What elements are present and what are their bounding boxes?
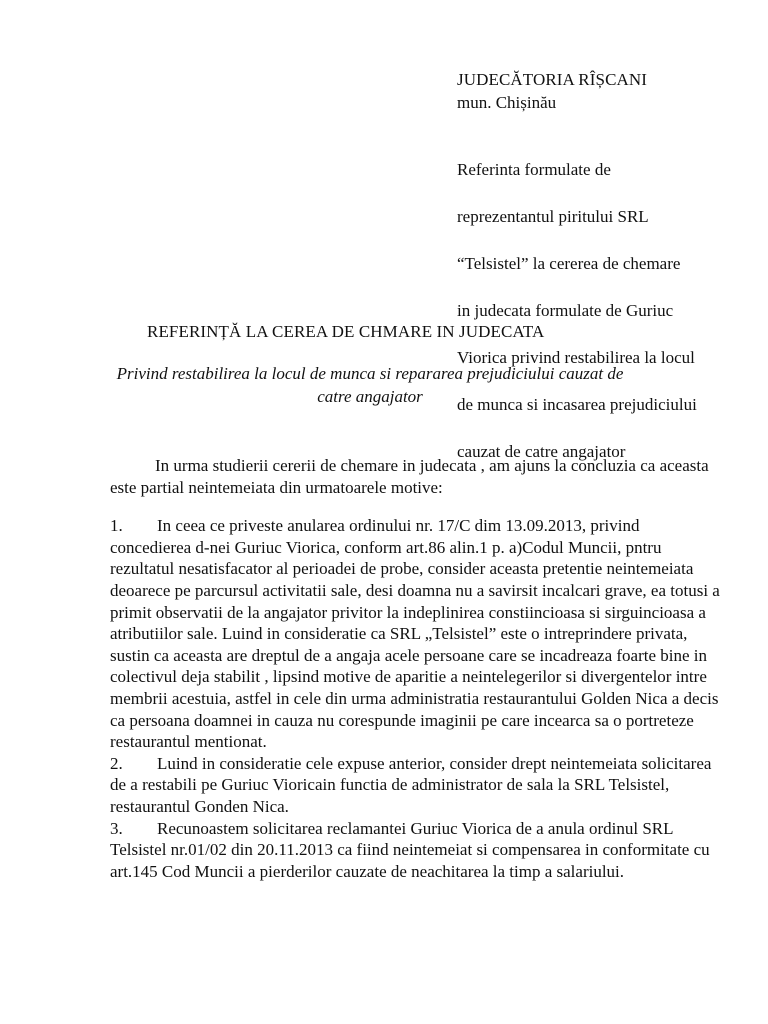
subject-line: Referinta formulate de — [457, 159, 611, 179]
subject-line: in judecata formulate de Guriuc — [457, 300, 674, 320]
subject-line: cauzat de catre angajator — [457, 441, 626, 461]
paragraph-number: 3. — [110, 818, 123, 838]
document-subject — [457, 134, 757, 487]
court-header — [457, 68, 757, 114]
court-city: mun. Chișinău — [457, 93, 557, 112]
document-title: REFERINȚĂ LA CEREA DE CHMARE IN JUDECATA — [147, 322, 545, 341]
intro-paragraph: In urma studierii cererii de chemare in judecata , am ajuns la concluzia ca aceasta este partial neintemeiata din urmatoarele motive: — [110, 456, 709, 497]
document-body — [110, 455, 720, 882]
subject-line: Viorica privind restabilirea la locul — [457, 347, 695, 367]
numbered-paragraph-1 — [110, 515, 720, 753]
numbered-paragraph-2 — [110, 753, 720, 818]
paragraph-number: 1. — [110, 516, 123, 536]
subject-line: “Telsistel” la cererea de chemare — [457, 253, 681, 273]
paragraph-text: Recunoastem solicitarea reclamantei Guriuc Viorica de a anula ordinul SRL Telsistel nr.01/02 din 20.11.2013 ca fiind neintemeiat si compensarea in conformitate cu art.145 Cod Muncii a pierderilor cauzate de neachitarea la timp a salariului. — [110, 818, 710, 881]
numbered-paragraph-3 — [110, 818, 720, 883]
paragraph-number: 2. — [110, 753, 123, 773]
paragraph-text: In ceea ce priveste anularea ordinului nr. 17/C dim 13.09.2013, privind concedierea d-nei Guriuc Viorica, conform art.86 alin.1 p. a)Codul Muncii, pntru rezultatul nesatisfacator al perioadei de probe, consider aceasta pretentie neintemeiata deoarece pe parcursul activitatii sale, desi doamna nu a savirsit incalcari grave, ea totusi a primit observatii de la angajator privitor la indeplinirea constiincioasa si sirguincioasa a atributiilor sale. Luind in consideratie ca SRL „Telsistel” este o intreprindere privata, sustin ca aceasta are dreptul de a angaja acele persoane care se incadreaza foarte bine in colectivul deja stabilit , lipsind motive de aparitie a neintelegerilor si divergentelor intre membrii acestuia, astfel in cele din urma administratia restaurantului Golden Nica a decis ca persoana doamnei in cauza nu corespunde imaginii pe care incearca sa o portreteze restaurantul mentionat. — [110, 516, 720, 752]
subject-line: reprezentantul piritului SRL — [457, 206, 649, 226]
document-subtitle: Privind restabilirea la locul de munca si repararea prejudiciului cauzat de catre angajator — [116, 364, 624, 406]
court-name: JUDECĂTORIA RÎȘCANI — [457, 70, 648, 89]
subject-line: de munca si incasarea prejudiciului — [457, 394, 697, 414]
paragraph-text: Luind in consideratie cele expuse anterior, consider drept neintemeiata solicitarea de a restabili pe Guriuc Vioricain functia de administrator de sala la SRL Telsistel, restaurantul Gonden Nica. — [110, 753, 712, 816]
